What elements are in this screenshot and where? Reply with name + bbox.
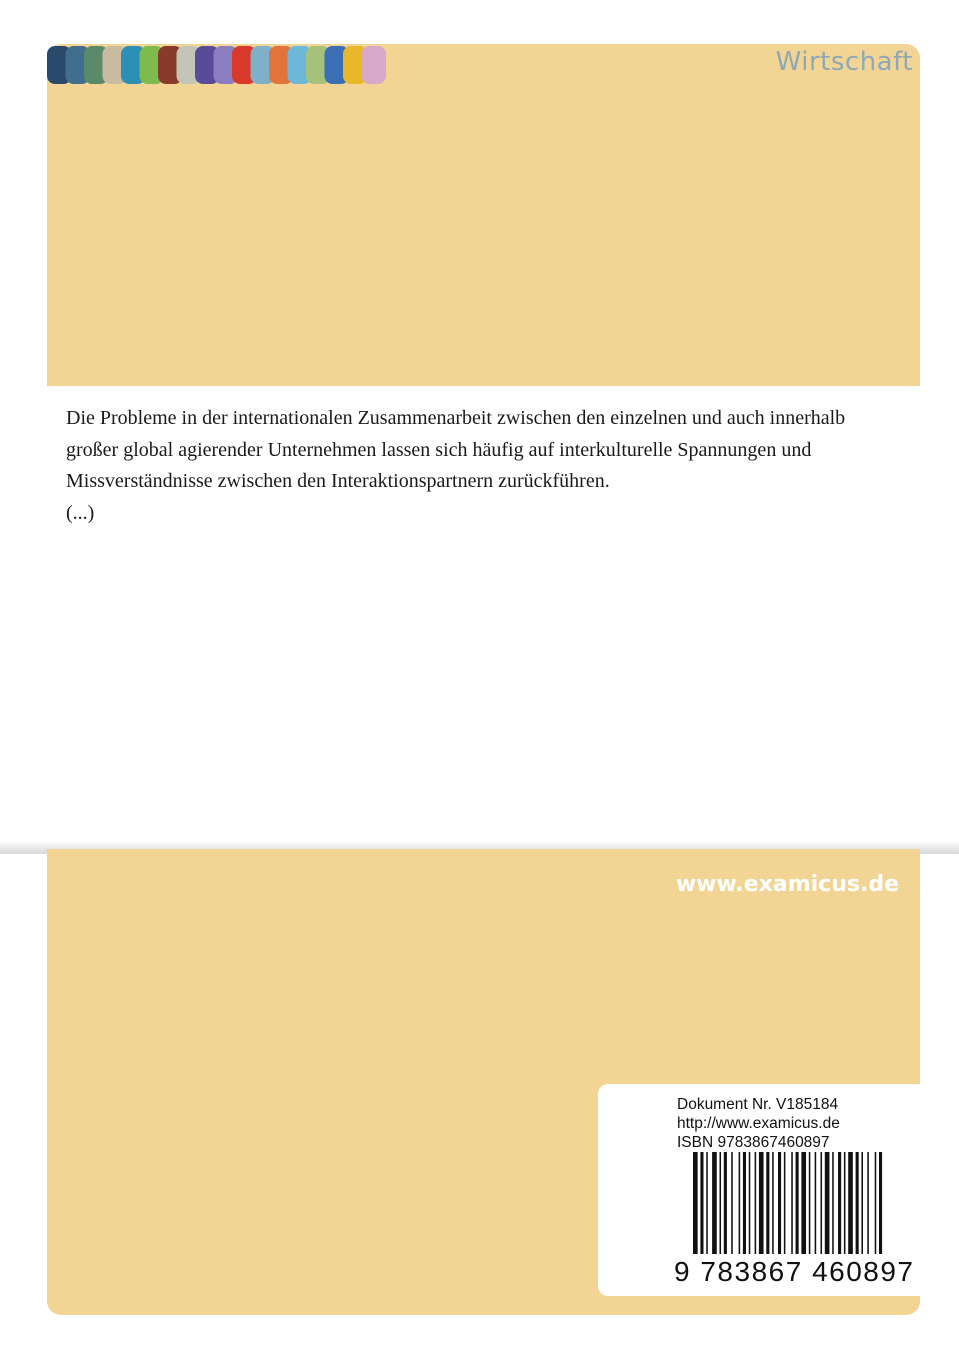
barcode-bar xyxy=(724,1152,727,1254)
document-number: Dokument Nr. V185184 xyxy=(677,1096,839,1113)
barcode-bar xyxy=(766,1152,769,1254)
description-ellipsis: (...) xyxy=(66,501,95,524)
description-text: Die Probleme in der internationalen Zusammenarbeit zwischen den einzelnen und auch innerhalb großer global agierender Unternehmen lassen sich häufig auf interkulturelle Spannungen und Missverständnisse zwischen den Interaktionspartnern zurückführen. xyxy=(66,407,846,492)
barcode-bar xyxy=(731,1152,733,1254)
barcode-bar xyxy=(848,1152,853,1254)
barcode-bar xyxy=(720,1152,722,1254)
barcode-bar xyxy=(825,1152,830,1254)
barcode-bar xyxy=(838,1152,841,1254)
description-block xyxy=(66,403,896,529)
barcode-bar xyxy=(743,1152,746,1254)
color-tab-strip xyxy=(47,44,387,84)
publisher-website[interactable]: www.examicus.de xyxy=(675,872,899,897)
barcode-bar xyxy=(801,1152,806,1254)
barcode-bar xyxy=(821,1152,823,1254)
color-tab xyxy=(362,46,387,84)
barcode-bar xyxy=(700,1152,703,1254)
barcode-bar xyxy=(832,1152,834,1254)
barcode-bar xyxy=(778,1152,781,1254)
barcode-bar xyxy=(861,1152,863,1254)
barcode-bar xyxy=(867,1152,869,1254)
barcode-bar xyxy=(875,1152,877,1254)
barcode-bar xyxy=(693,1152,698,1254)
category-label: Wirtschaft xyxy=(775,47,913,77)
barcode-bar xyxy=(809,1152,811,1254)
barcode-digits: 9 783867 460897 xyxy=(674,1256,915,1287)
barcode-bar xyxy=(712,1152,717,1254)
isbn-url[interactable]: http://www.examicus.de xyxy=(677,1115,840,1132)
barcode-bar xyxy=(784,1152,786,1254)
barcode-bar xyxy=(772,1152,774,1254)
barcode-graphic xyxy=(693,1152,901,1254)
barcode-bar xyxy=(706,1152,708,1254)
top-cover-panel xyxy=(47,44,920,386)
barcode-bar xyxy=(739,1152,741,1254)
barcode-bar xyxy=(844,1152,846,1254)
barcode-bar xyxy=(856,1152,859,1254)
barcode-bar xyxy=(815,1152,817,1254)
barcode-bar xyxy=(796,1152,799,1254)
color-tabs-graphic xyxy=(47,44,387,84)
barcode-bar xyxy=(755,1152,757,1254)
barcode-bar xyxy=(791,1152,793,1254)
isbn-info xyxy=(677,1095,840,1152)
barcode-bar xyxy=(749,1152,751,1254)
barcode-bar xyxy=(879,1152,882,1254)
isbn-number: ISBN 9783867460897 xyxy=(677,1134,830,1151)
barcode-bar xyxy=(759,1152,764,1254)
